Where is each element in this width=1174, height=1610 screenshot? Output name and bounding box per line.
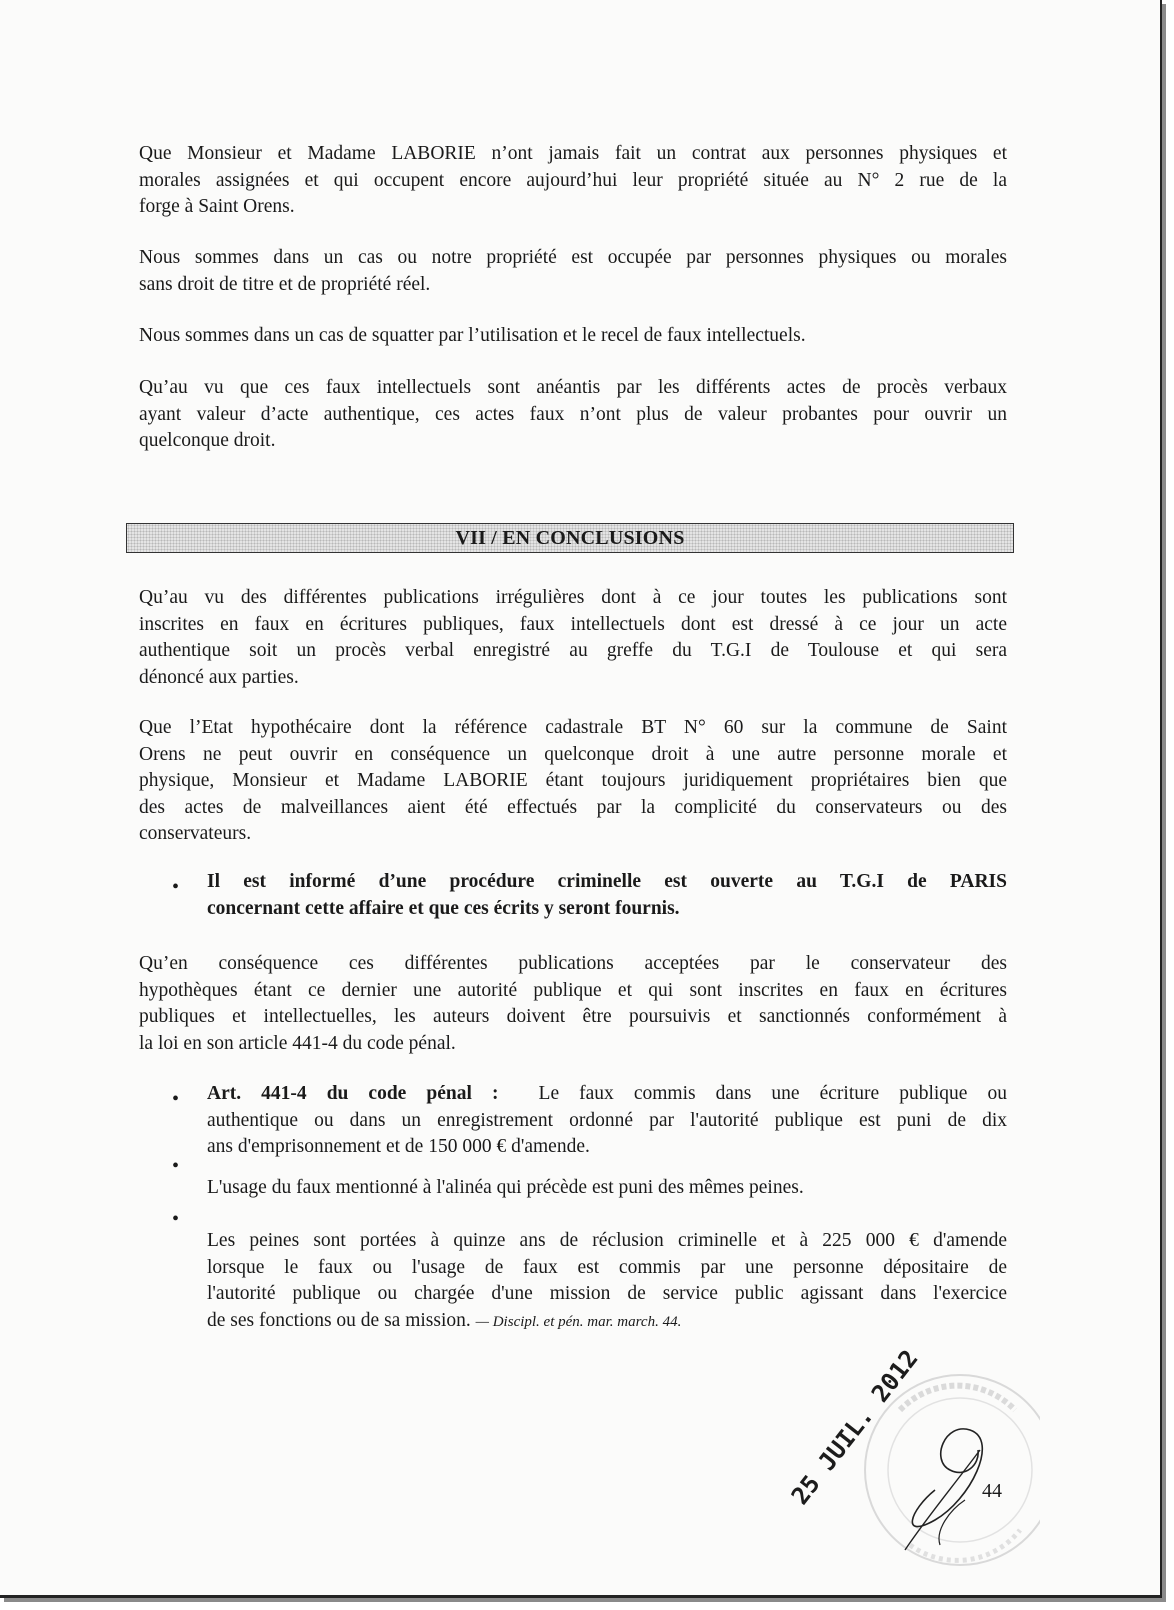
text-line: Nous sommes dans un cas de squatter par l’utilisation et le recel de faux intellectuels. bbox=[139, 325, 806, 346]
paragraph-squatter bbox=[139, 323, 1007, 350]
text-line: ans d'emprisonnement et de 150 000 € d'amende. bbox=[207, 1136, 590, 1157]
text-line: Orens ne peut ouvrir en conséquence un quelconque droit à une autre personne morale et bbox=[139, 743, 1007, 765]
paragraph-faux-intellectuels bbox=[139, 375, 1007, 455]
paragraph-contract bbox=[139, 141, 1007, 221]
text-line: forge à Saint Orens. bbox=[139, 196, 295, 217]
bullet-icon: • bbox=[172, 1155, 180, 1177]
text-line: authentique soit un procès verbal enregistré au greffe du T.G.I de Toulouse et qui sera bbox=[139, 640, 1007, 661]
article-peines-last: de ses fonctions ou de sa mission. bbox=[207, 1309, 471, 1331]
text-line: la loi en son article 441-4 du code pénal. bbox=[139, 1032, 456, 1054]
text-line: Qu’en conséquence ces différentes publications acceptées par le conservateur des bbox=[139, 953, 1007, 974]
text-line: ayant valeur d’acte authentique, ces actes faux n’ont plus de valeur probantes pour ouvrir un bbox=[139, 403, 1007, 425]
text-line: lorsque le faux ou l'usage de faux est commis par une personne dépositaire de bbox=[207, 1256, 1007, 1278]
article-peines bbox=[207, 1228, 1007, 1335]
article-text: Le faux commis dans une écriture publique ou bbox=[538, 1083, 1007, 1104]
text-line: quelconque droit. bbox=[139, 430, 276, 451]
text-line: concernant cette affaire et que ces écrits y seront fournis. bbox=[207, 897, 680, 919]
text-line: authentique ou dans un enregistrement ordonné par l'autorité publique est puni de dix bbox=[207, 1109, 1007, 1131]
text-line bbox=[207, 1308, 1007, 1336]
text-line: Il est informé d’une procédure criminelle est ouverte au T.G.I de PARIS bbox=[207, 871, 1007, 892]
paragraph-etat-hypothecaire bbox=[139, 715, 1007, 848]
text-line: publiques et intellectuelles, les auteurs doivent être poursuivis et sanctionnés conformément à bbox=[139, 1006, 1007, 1027]
bullet-icon: • bbox=[172, 1208, 180, 1230]
bullet-icon: • bbox=[172, 876, 180, 898]
text-line: hypothèques étant ce dernier une autorité publique et qui sont inscrites en faux en écritures bbox=[139, 979, 1007, 1001]
bullet-icon: • bbox=[172, 1088, 180, 1110]
text-line: dénoncé aux parties. bbox=[139, 666, 299, 688]
paragraph-publications bbox=[139, 585, 1007, 691]
page-number: 44 bbox=[982, 1480, 1002, 1502]
paragraph-occupation bbox=[139, 245, 1007, 298]
text-line: Qu’au vu des différentes publications irrégulières dont à ce jour toutes les publications sont bbox=[139, 587, 1007, 608]
paragraph-consequence bbox=[139, 951, 1007, 1057]
text-line: Les peines sont portées à quinze ans de réclusion criminelle et à 225 000 € d'amende bbox=[207, 1230, 1007, 1251]
text-line: des actes de malveillances aient été effectués par la complicité du conservateurs ou des bbox=[139, 796, 1007, 818]
text-line: l'autorité publique ou chargée d'une mission de service public agissant dans l'exercice bbox=[207, 1283, 1007, 1304]
text-line: morales assignées et qui occupent encore aujourd’hui leur propriété située au N° 2 rue de la bbox=[139, 169, 1007, 191]
text-line bbox=[207, 1081, 1007, 1108]
text-line: conservateurs. bbox=[139, 823, 252, 844]
date-stamp: 25 JUIL. 2012 bbox=[785, 1344, 924, 1510]
text-line: L'usage du faux mentionné à l'alinéa qui précède est puni des mêmes peines. bbox=[207, 1177, 804, 1198]
article-usage bbox=[207, 1175, 1007, 1202]
article-441-4 bbox=[207, 1081, 1007, 1161]
text-line: sans droit de titre et de propriété réel. bbox=[139, 273, 431, 295]
bullet-procedure-criminelle bbox=[207, 869, 1007, 922]
text-line: Qu’au vu que ces faux intellectuels sont anéantis par les différents actes de procès verbaux bbox=[139, 377, 1007, 398]
section-heading: VII / EN CONCLUSIONS bbox=[455, 526, 685, 549]
text-line: Nous sommes dans un cas ou notre propriété est occupée par personnes physiques ou morales bbox=[139, 247, 1007, 268]
text-line: Que Monsieur et Madame LABORIE n’ont jamais fait un contrat aux personnes physiques et bbox=[139, 143, 1007, 164]
text-line: physique, Monsieur et Madame LABORIE étant toujours juridiquement propriétaires bien que bbox=[139, 770, 1007, 791]
text-line: Que l’Etat hypothécaire dont la référence cadastrale BT N° 60 sur la commune de Saint bbox=[139, 717, 1007, 738]
article-title: Art. 441-4 du code pénal : bbox=[207, 1083, 499, 1104]
section-heading-box bbox=[126, 523, 1014, 553]
text-line: inscrites en faux en écritures publiques, faux intellectuels dont est dressé à ce jour un acte bbox=[139, 613, 1007, 635]
article-reference: — Discipl. et pén. mar. march. 44. bbox=[475, 1313, 682, 1330]
